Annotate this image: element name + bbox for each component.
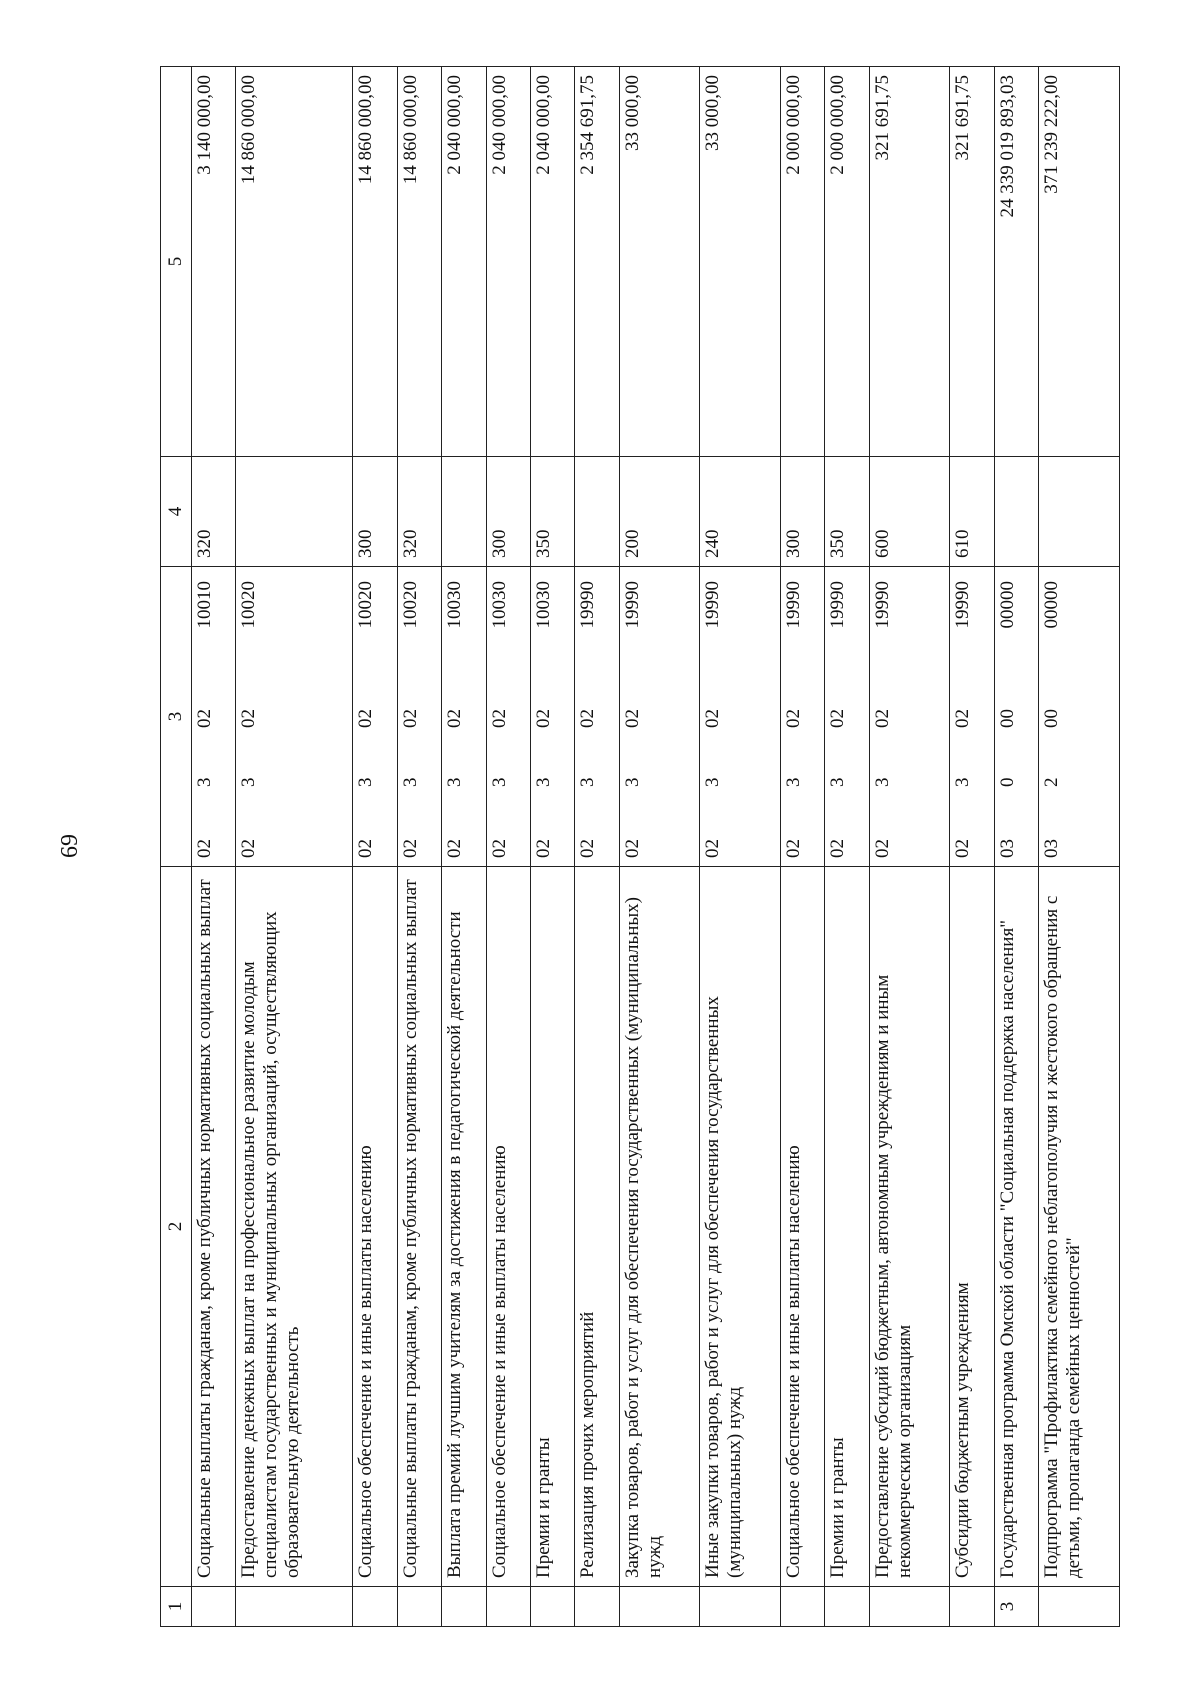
row-name: Социальное обеспечение и иные выплаты населению [486, 866, 530, 1586]
code-subprogram: 3 [702, 777, 724, 787]
code-program: 02 [577, 838, 599, 858]
row-code [486, 566, 530, 866]
table-row [236, 66, 353, 1626]
row-expense-type [994, 456, 1038, 566]
code-event: 02 [355, 708, 377, 728]
code-event: 02 [577, 708, 599, 728]
code-direction: 10010 [194, 580, 215, 628]
table-row [397, 66, 441, 1626]
code-event: 02 [952, 708, 974, 728]
row-index [869, 1586, 950, 1626]
row-code [530, 566, 574, 866]
row-amount: 14 860 000,00 [397, 66, 441, 456]
code-event: 02 [399, 708, 421, 728]
code-subprogram: 3 [827, 777, 849, 787]
row-amount: 2 040 000,00 [530, 66, 574, 456]
header-col-5: 5 [161, 66, 192, 456]
code-direction: 19990 [871, 580, 893, 628]
row-index [619, 1586, 700, 1626]
row-expense-type: 200 [619, 456, 700, 566]
rotated-page-content [160, 67, 1120, 1627]
code-direction: 19990 [702, 580, 724, 628]
code-program: 02 [952, 838, 974, 858]
code-event: 02 [783, 708, 804, 728]
row-index [353, 1586, 397, 1626]
row-expense-type: 350 [825, 456, 869, 566]
row-code [700, 566, 781, 866]
row-index [700, 1586, 781, 1626]
row-name: Премии и гранты [825, 866, 869, 1586]
row-name: Социальное обеспечение и иные выплаты населению [353, 866, 397, 1586]
row-amount: 14 860 000,00 [353, 66, 397, 456]
row-expense-type: 320 [397, 456, 441, 566]
row-code [619, 566, 700, 866]
row-expense-type: 300 [781, 456, 825, 566]
page-number: 69 [57, 834, 83, 858]
row-index [781, 1586, 825, 1626]
row-amount: 33 000,00 [619, 66, 700, 456]
code-subprogram: 3 [444, 777, 466, 787]
code-program: 02 [827, 838, 849, 858]
row-index [192, 1586, 236, 1626]
row-name: Премии и гранты [530, 866, 574, 1586]
code-event: 02 [238, 708, 260, 728]
code-subprogram: 3 [194, 777, 215, 787]
code-direction: 00000 [996, 580, 1018, 628]
code-subprogram: 3 [783, 777, 804, 787]
row-name: Социальное обеспечение и иные выплаты населению [781, 866, 825, 1586]
row-expense-type [575, 456, 619, 566]
row-code [353, 566, 397, 866]
code-event: 00 [1041, 708, 1063, 728]
code-event: 00 [996, 708, 1018, 728]
table-row [869, 66, 950, 1626]
budget-table [160, 66, 1120, 1627]
table-row [486, 66, 530, 1626]
code-subprogram: 3 [532, 777, 554, 787]
code-program: 03 [996, 838, 1018, 858]
row-index: 3 [994, 1586, 1038, 1626]
row-amount: 3 140 000,00 [192, 66, 236, 456]
code-program: 02 [621, 838, 643, 858]
row-name: Предоставление денежных выплат на профессиональное развитие молодым специалистам государственных и муниципальных организаций, осуществляющих образовательную деятельность [236, 866, 353, 1586]
header-row [161, 66, 192, 1626]
row-amount: 33 000,00 [700, 66, 781, 456]
code-program: 02 [238, 838, 260, 858]
code-program: 02 [488, 838, 510, 858]
code-direction: 19990 [577, 580, 599, 628]
code-direction: 10020 [238, 580, 260, 628]
code-program: 02 [444, 838, 466, 858]
row-code [1039, 566, 1120, 866]
header-col-4: 4 [161, 456, 192, 566]
table-row [575, 66, 619, 1626]
table-row [530, 66, 574, 1626]
code-subprogram: 0 [996, 777, 1018, 787]
row-code [236, 566, 353, 866]
row-amount: 2 354 691,75 [575, 66, 619, 456]
code-program: 03 [1041, 838, 1063, 858]
row-amount: 14 860 000,00 [236, 66, 353, 456]
code-subprogram: 3 [952, 777, 974, 787]
row-amount: 2 040 000,00 [442, 66, 486, 456]
code-subprogram: 2 [1041, 777, 1063, 787]
code-subprogram: 3 [355, 777, 377, 787]
row-code [397, 566, 441, 866]
row-code [442, 566, 486, 866]
row-code [192, 566, 236, 866]
code-program: 02 [702, 838, 724, 858]
row-index [236, 1586, 353, 1626]
row-code [869, 566, 950, 866]
row-amount: 2 000 000,00 [825, 66, 869, 456]
row-index [1039, 1586, 1120, 1626]
code-event: 02 [532, 708, 554, 728]
code-subprogram: 3 [488, 777, 510, 787]
code-subprogram: 3 [238, 777, 260, 787]
row-code [994, 566, 1038, 866]
code-event: 02 [827, 708, 849, 728]
row-expense-type [1039, 456, 1120, 566]
row-index [486, 1586, 530, 1626]
code-subprogram: 3 [621, 777, 643, 787]
row-amount: 321 691,75 [950, 66, 994, 456]
row-expense-type [236, 456, 353, 566]
code-direction: 10030 [532, 580, 554, 628]
table-row [619, 66, 700, 1626]
code-event: 02 [621, 708, 643, 728]
row-amount: 321 691,75 [869, 66, 950, 456]
code-program: 02 [532, 838, 554, 858]
row-amount: 2 000 000,00 [781, 66, 825, 456]
code-event: 02 [702, 708, 724, 728]
row-name: Выплата премий лучшим учителям за достижения в педагогической деятельности [442, 866, 486, 1586]
row-amount: 24 339 019 893,03 [994, 66, 1038, 456]
row-name: Иные закупки товаров, работ и услуг для обеспечения государственных (муниципальных) нужд [700, 866, 781, 1586]
table-body [192, 66, 1120, 1626]
row-amount: 371 239 222,00 [1039, 66, 1120, 456]
row-index [530, 1586, 574, 1626]
row-code [950, 566, 994, 866]
row-name: Подпрограмма "Профилактика семейного неблагополучия и жестокого обращения с детьми, пропаганда семейных ценностей" [1039, 866, 1120, 1586]
code-direction: 10030 [444, 580, 466, 628]
table-row [825, 66, 869, 1626]
table-row [700, 66, 781, 1626]
row-name: Закупка товаров, работ и услуг для обеспечения государственных (муниципальных) нужд [619, 866, 700, 1586]
code-event: 02 [488, 708, 510, 728]
header-col-1: 1 [161, 1586, 192, 1626]
table-row [1039, 66, 1120, 1626]
table-row [994, 66, 1038, 1626]
table-row [192, 66, 236, 1626]
code-event: 02 [871, 708, 893, 728]
table-header [161, 66, 192, 1626]
table-row [353, 66, 397, 1626]
code-event: 02 [444, 708, 466, 728]
code-program: 02 [355, 838, 377, 858]
row-index [397, 1586, 441, 1626]
code-direction: 00000 [1041, 580, 1063, 628]
header-col-3: 3 [161, 566, 192, 866]
code-direction: 19990 [827, 580, 849, 628]
row-expense-type: 610 [950, 456, 994, 566]
code-program: 02 [399, 838, 421, 858]
row-expense-type: 240 [700, 456, 781, 566]
row-index [575, 1586, 619, 1626]
row-index [442, 1586, 486, 1626]
row-amount: 2 040 000,00 [486, 66, 530, 456]
row-name: Субсидии бюджетным учреждениям [950, 866, 994, 1586]
code-direction: 10020 [355, 580, 377, 628]
row-name: Государственная программа Омской области "Социальная поддержка населения" [994, 866, 1038, 1586]
code-direction: 19990 [952, 580, 974, 628]
row-code [575, 566, 619, 866]
header-col-2: 2 [161, 866, 192, 1586]
code-direction: 19990 [783, 580, 804, 628]
code-program: 02 [783, 838, 804, 858]
code-subprogram: 3 [871, 777, 893, 787]
row-expense-type: 300 [353, 456, 397, 566]
code-program: 02 [871, 838, 893, 858]
code-direction: 10030 [488, 580, 510, 628]
code-direction: 10020 [399, 580, 421, 628]
row-index [950, 1586, 994, 1626]
code-direction: 19990 [621, 580, 643, 628]
table-row [950, 66, 994, 1626]
row-name: Социальные выплаты гражданам, кроме публичных нормативных социальных выплат [397, 866, 441, 1586]
row-name: Предоставление субсидий бюджетным, автономным учреждениям и иным некоммерческим организациям [869, 866, 950, 1586]
row-index [825, 1586, 869, 1626]
row-name: Реализация прочих мероприятий [575, 866, 619, 1586]
row-expense-type: 300 [486, 456, 530, 566]
table-row [781, 66, 825, 1626]
code-subprogram: 3 [577, 777, 599, 787]
code-event: 02 [194, 708, 215, 728]
row-expense-type: 600 [869, 456, 950, 566]
code-subprogram: 3 [399, 777, 421, 787]
row-expense-type: 350 [530, 456, 574, 566]
row-code [781, 566, 825, 866]
code-program: 02 [194, 838, 215, 858]
row-code [825, 566, 869, 866]
row-expense-type [442, 456, 486, 566]
row-name: Социальные выплаты гражданам, кроме публичных нормативных социальных выплат [192, 866, 236, 1586]
table-row [442, 66, 486, 1626]
row-expense-type: 320 [192, 456, 236, 566]
